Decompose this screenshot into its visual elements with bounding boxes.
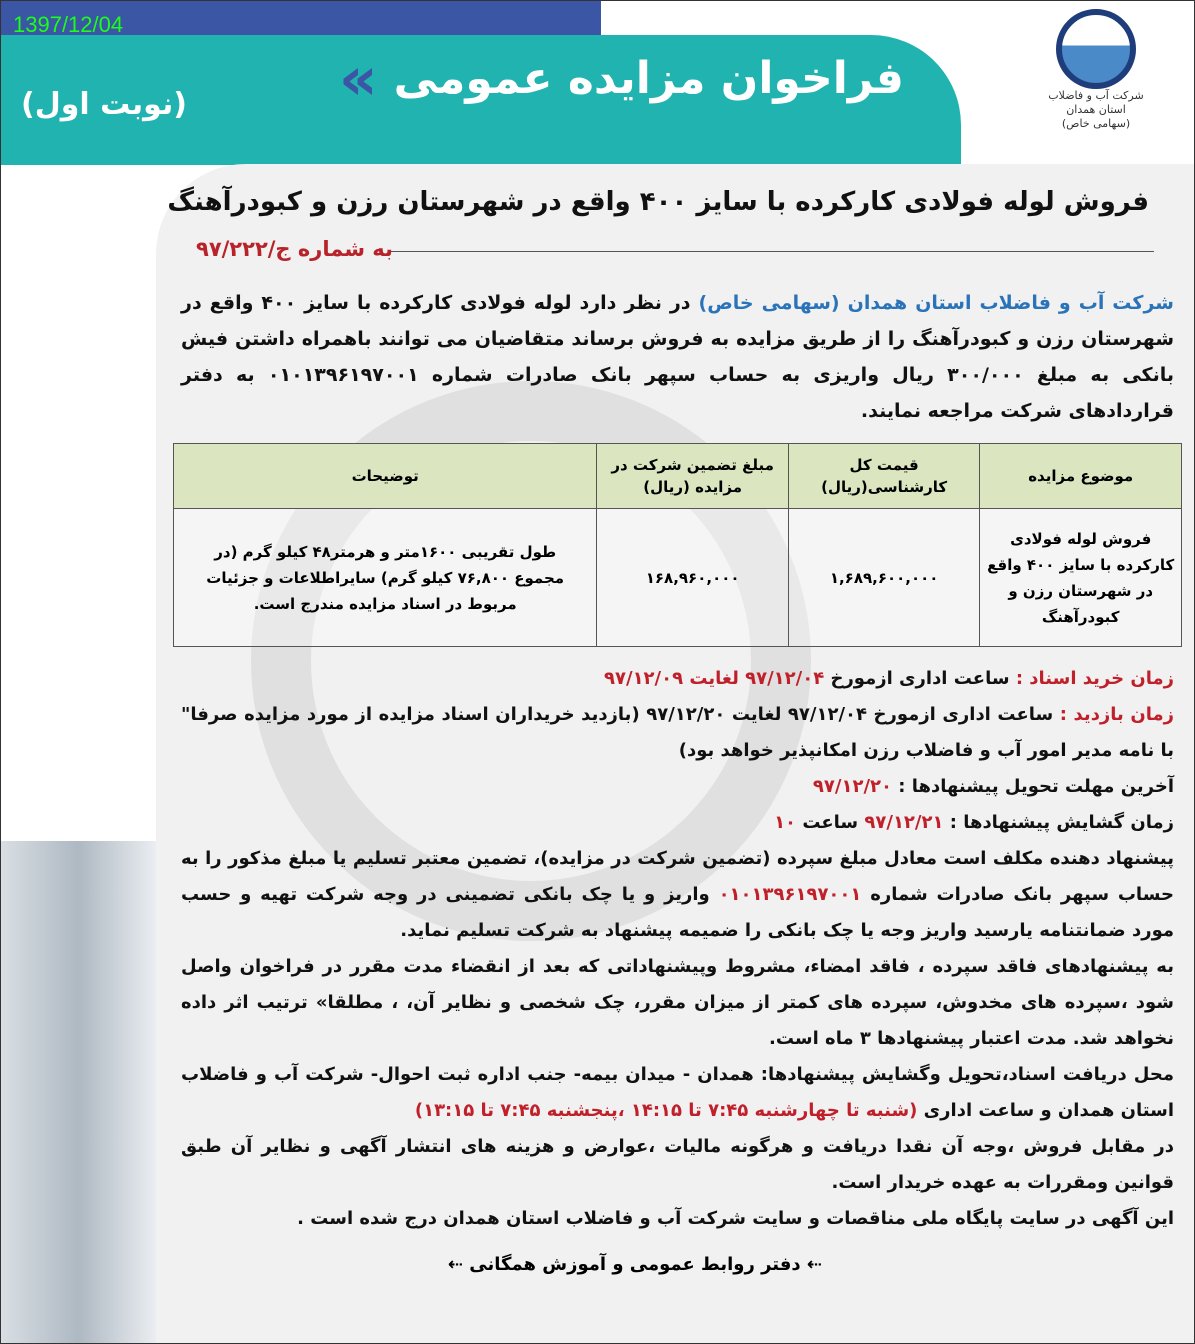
main-content	[173, 1, 1182, 1299]
label: آخرین مهلت تحویل پیشنهادها :	[892, 776, 1174, 797]
terms	[173, 661, 1182, 1237]
table-cell: طول تقریبی ۱۶۰۰متر و هرمتر۴۸ کیلو گرم (در مجموع ۷۶,۸۰۰ کیلو گرم) سایراطلاعات و جزئیات مربوط در اسناد مزایده مندرج است.	[174, 509, 597, 647]
text: ساعت اداری ازمورخ ۹۷/۱۲/۰۴ لغایت ۹۷/۱۲/۲۰ (بازدید خریداران اسناد مزایده از مورد مزایده صرفا" با نامه مدیر امور آب و فاضلاب رزن امکانپذیر خواهد بود)	[181, 704, 1174, 761]
publish-date: 1397/12/04	[13, 12, 124, 37]
column-header: قیمت کل کارشناسی(ریال)	[788, 444, 980, 509]
date: ۹۷/۱۲/۲۰	[812, 776, 892, 797]
text: محل دریافت اسناد،تحویل وگشایش پیشنهادها: همدان - میدان بیمه- جنب اداره ثبت احوال- شرکت آب و فاضلاب استان همدان و ساعت اداری	[181, 1064, 1174, 1121]
guarantee-terms	[181, 841, 1174, 949]
table-row	[174, 509, 1182, 647]
round-label: (نوبت اول)	[21, 87, 187, 122]
time: ۱۰	[774, 812, 797, 833]
auction-table	[173, 443, 1182, 647]
website-note: این آگهی در سایت پایگاه ملی مناقصات و سایت شرکت آب و فاضلاب استان همدان درج شده است .	[297, 1208, 1174, 1229]
purchase-time	[181, 661, 1174, 697]
deadline	[181, 769, 1174, 805]
opening-time	[181, 805, 1174, 841]
footer-signature: ⇠ دفتر روابط عمومی و آموزش همگانی ⇠	[447, 1254, 822, 1275]
label: ساعت	[796, 812, 865, 833]
intro-paragraph	[173, 285, 1182, 429]
location	[181, 1057, 1174, 1129]
company-name: شرکت آب و فاضلاب استان همدان (سهامی خاص)	[698, 292, 1174, 314]
page-title: فراخوان مزایده عمومی	[393, 53, 904, 104]
column-header: توضیحات	[174, 444, 597, 509]
column-header: مبلغ تضمین شرکت در مزایده (ریال)	[597, 444, 789, 509]
account-number: ۰۱۰۱۳۹۶۱۹۷۰۰۱	[718, 884, 862, 905]
reference-number: به شماره ج/۹۷/۲۲۲	[196, 237, 393, 261]
label: زمان بازدید :	[1059, 704, 1174, 725]
date: ۹۷/۱۲/۲۱	[864, 812, 944, 833]
logo-text: شرکت آب و فاضلاب	[1048, 89, 1144, 102]
intro-text: در نظر دارد لوله فولادی کارکرده با سایز ۴۰۰ واقع در شهرستان رزن و کبودرآهنگ را از طریق مزایده به فروش برساند متقاضیان می توانند باهمراه داشتن فیش بانکی به مبلغ ۳۰۰/۰۰۰ ریال واریزی به حساب سپهر بانک صادرات شماره ۰۱۰۱۳۹۶۱۹۷۰۰۱ به دفتر قراردادهای شرکت مراجعه نمایند.	[181, 292, 1174, 422]
logo-text: استان همدان	[1066, 103, 1126, 116]
visit-time	[181, 697, 1174, 769]
text: پیشنهاد دهنده مکلف است معادل مبلغ سپرده (تضمین شرکت در مزایده)، تضمین معتبر تسلیم یا مبلغ مذکور را به حساب سپهر بانک صادرات شماره	[181, 848, 1174, 905]
logo-text: (سهامی خاص)	[1061, 117, 1131, 130]
invalid-bids: به پیشنهادهای فاقد سپرده ، فاقد امضاء، مشروط وپیشنهاداتی که بعد از انقضاء مدت مقرر در فراخوان واصل شود ،سپرده های مخدوش، سپرده های کمتر از میزان مقرر، چک شخصی و نظایر آن، ، مطلقا» ترتیب اثر داده نخواهد شد. مدت اعتبار پیشنهادها ۳ ماه است.	[181, 956, 1174, 1049]
text: ساعت اداری ازمورخ	[824, 668, 1016, 689]
table-header	[174, 444, 1182, 509]
costs: در مقابل فروش ،وجه آن نقدا دریافت و هرگونه مالیات ،عوارض و هزینه های انتشار آگهی و نظایر آن طبق قوانین ومقررات به عهده خریدار است.	[181, 1136, 1174, 1193]
decorative-image	[1, 841, 156, 1343]
text: واریز و یا چک بانکی تضمینی در وجه شرکت تهیه و حسب مورد ضمانتنامه یارسید واریز وجه یا چک بانکی را ضمیمه پیشنهاد به شرکت تسلیم نماید.	[181, 884, 1174, 941]
hours: (شنبه تا چهارشنبه ۷:۴۵ تا ۱۴:۱۵ ،پنجشنبه ۷:۴۵ تا ۱۳:۱۵)	[414, 1100, 918, 1121]
table-cell: ۱۶۸,۹۶۰,۰۰۰	[597, 509, 789, 647]
label: زمان گشایش پیشنهادها :	[943, 812, 1174, 833]
subject-heading: فروش لوله فولادی کارکرده با سایز ۴۰۰ واقع در شهرستان رزن و کبودرآهنگ	[167, 187, 1149, 217]
dates: ۹۷/۱۲/۰۴ لغایت ۹۷/۱۲/۰۹	[604, 668, 825, 689]
chevron-icon: «	[338, 44, 378, 114]
table-cell: فروش لوله فولادی کارکرده با سایز ۴۰۰ واقع در شهرستان رزن و کبودرآهنگ	[980, 509, 1182, 647]
table-cell: ۱,۶۸۹,۶۰۰,۰۰۰	[788, 509, 980, 647]
label: زمان خرید اسناد :	[1015, 668, 1174, 689]
column-header: موضوع مزایده	[980, 444, 1182, 509]
